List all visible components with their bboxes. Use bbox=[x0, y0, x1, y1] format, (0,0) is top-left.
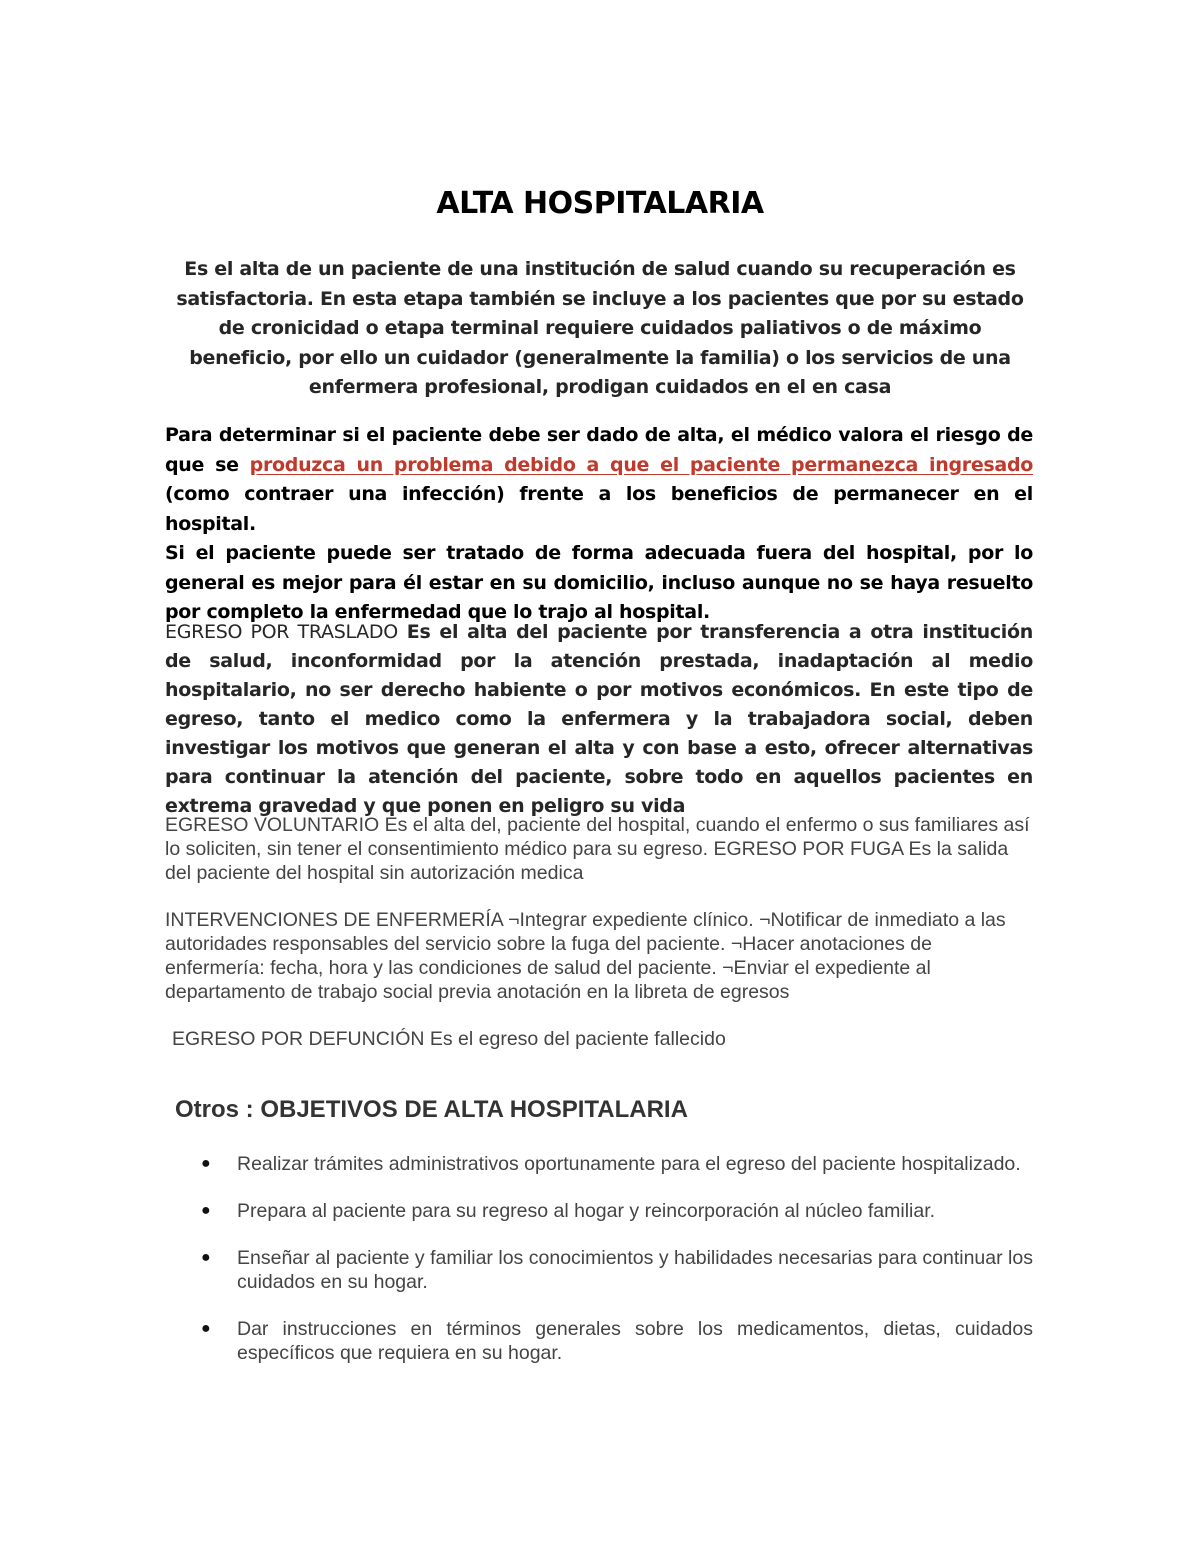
traslado-paragraph bbox=[165, 618, 1033, 821]
list-item-text: Enseñar al paciente y familiar los conocimientos y habilidades necesarias para continuar los cuidados en su hogar. bbox=[237, 1247, 1033, 1293]
defuncion-paragraph: EGRESO POR DEFUNCIÓN Es el egreso del paciente fallecido bbox=[172, 1028, 726, 1050]
list-item-text: Dar instrucciones en términos generales sobre los medicamentos, dietas, cuidados específicos que requiera en su hogar. bbox=[237, 1318, 1033, 1364]
intervenciones-text: INTERVENCIONES DE ENFERMERÍA ¬Integrar expediente clínico. ¬Notificar de inmediato a las autoridades responsables del servicio sobre la fuga del paciente. ¬Hacer anotaciones de enfermería: fecha, hora y las condiciones de salud del paciente. ¬Enviar el expediente al departamento de trabajo social previa anotación en la libreta de egresos bbox=[165, 909, 1006, 1003]
page-title: ALTA HOSPITALARIA bbox=[436, 186, 764, 221]
domicilio-paragraph: Si el paciente puede ser tratado de forma adecuada fuera del hospital, por lo general es mejor para él estar en su domicilio, incluso aunque no se haya resuelto por completo la enfermedad que lo trajo al hospital. bbox=[165, 542, 1033, 623]
list-item bbox=[165, 1317, 1033, 1365]
bullet-icon: ● bbox=[201, 1320, 211, 1337]
bullet-icon: ● bbox=[201, 1249, 211, 1266]
intervenciones-paragraph bbox=[165, 908, 1033, 1004]
traslado-lead: EGRESO POR TRASLADO bbox=[165, 621, 398, 643]
list-item bbox=[165, 1199, 1033, 1223]
list-item bbox=[165, 1152, 1033, 1176]
list-item-text: Realizar trámites administrativos oportunamente para el egreso del paciente hospitalizado. bbox=[237, 1153, 1021, 1175]
bullet-icon: ● bbox=[201, 1202, 211, 1219]
determinar-text-before: Para determinar si el paciente debe ser dado de alta, el médico valora el riesgo de que se bbox=[165, 424, 1033, 476]
objetivos-list bbox=[165, 1152, 1033, 1365]
list-item bbox=[165, 1246, 1033, 1294]
intro-paragraph: Es el alta de un paciente de una institución de salud cuando su recuperación es satisfactoria. En esta etapa también se incluye a los pacientes que por su estado de cronicidad o etapa terminal requiere cuidados paliativos o de máximo beneficio, por ello un cuidador (generalmente la familia) o los servicios de una enfermera profesional, prodigan cuidados en el en casa bbox=[176, 258, 1024, 398]
inline-link[interactable]: produzca un problema debido a que el paciente permanezca ingresado bbox=[249, 453, 1033, 476]
determinar-text-after: (como contraer una infección) frente a los beneficios de permanecer en el hospital. bbox=[165, 483, 1033, 535]
traslado-text: Es el alta del paciente por transferencia a otra institución de salud, inconformidad por la atención prestada, inadaptación al medio hospitalario, no ser derecho habiente o por motivos económicos. En este tipo de egreso, tanto el medico como la enfermera y la trabajadora social, deben investigar los motivos que generan el alta y con base a esto, ofrecer alternativas para continuar la atención del paciente, sobre todo en aquellos pacientes en extrema gravedad y que ponen en peligro su vida bbox=[165, 621, 1033, 817]
bullet-icon: ● bbox=[201, 1155, 211, 1172]
voluntario-paragraph: EGRESO VOLUNTARIO Es el alta del, paciente del hospital, cuando el enfermo o sus familiares así lo soliciten, sin tener el consentimiento médico para su egreso. EGRESO POR FUGA Es la salida del paciente del hospital sin autorización medica bbox=[165, 814, 1030, 884]
objetivos-heading: Otros : OBJETIVOS DE ALTA HOSPITALARIA bbox=[175, 1096, 688, 1123]
alta-criteria-section bbox=[165, 421, 1033, 628]
determinar-paragraph bbox=[165, 421, 1033, 539]
list-item-text: Prepara al paciente para su regreso al hogar y reincorporación al núcleo familiar. bbox=[237, 1200, 936, 1222]
